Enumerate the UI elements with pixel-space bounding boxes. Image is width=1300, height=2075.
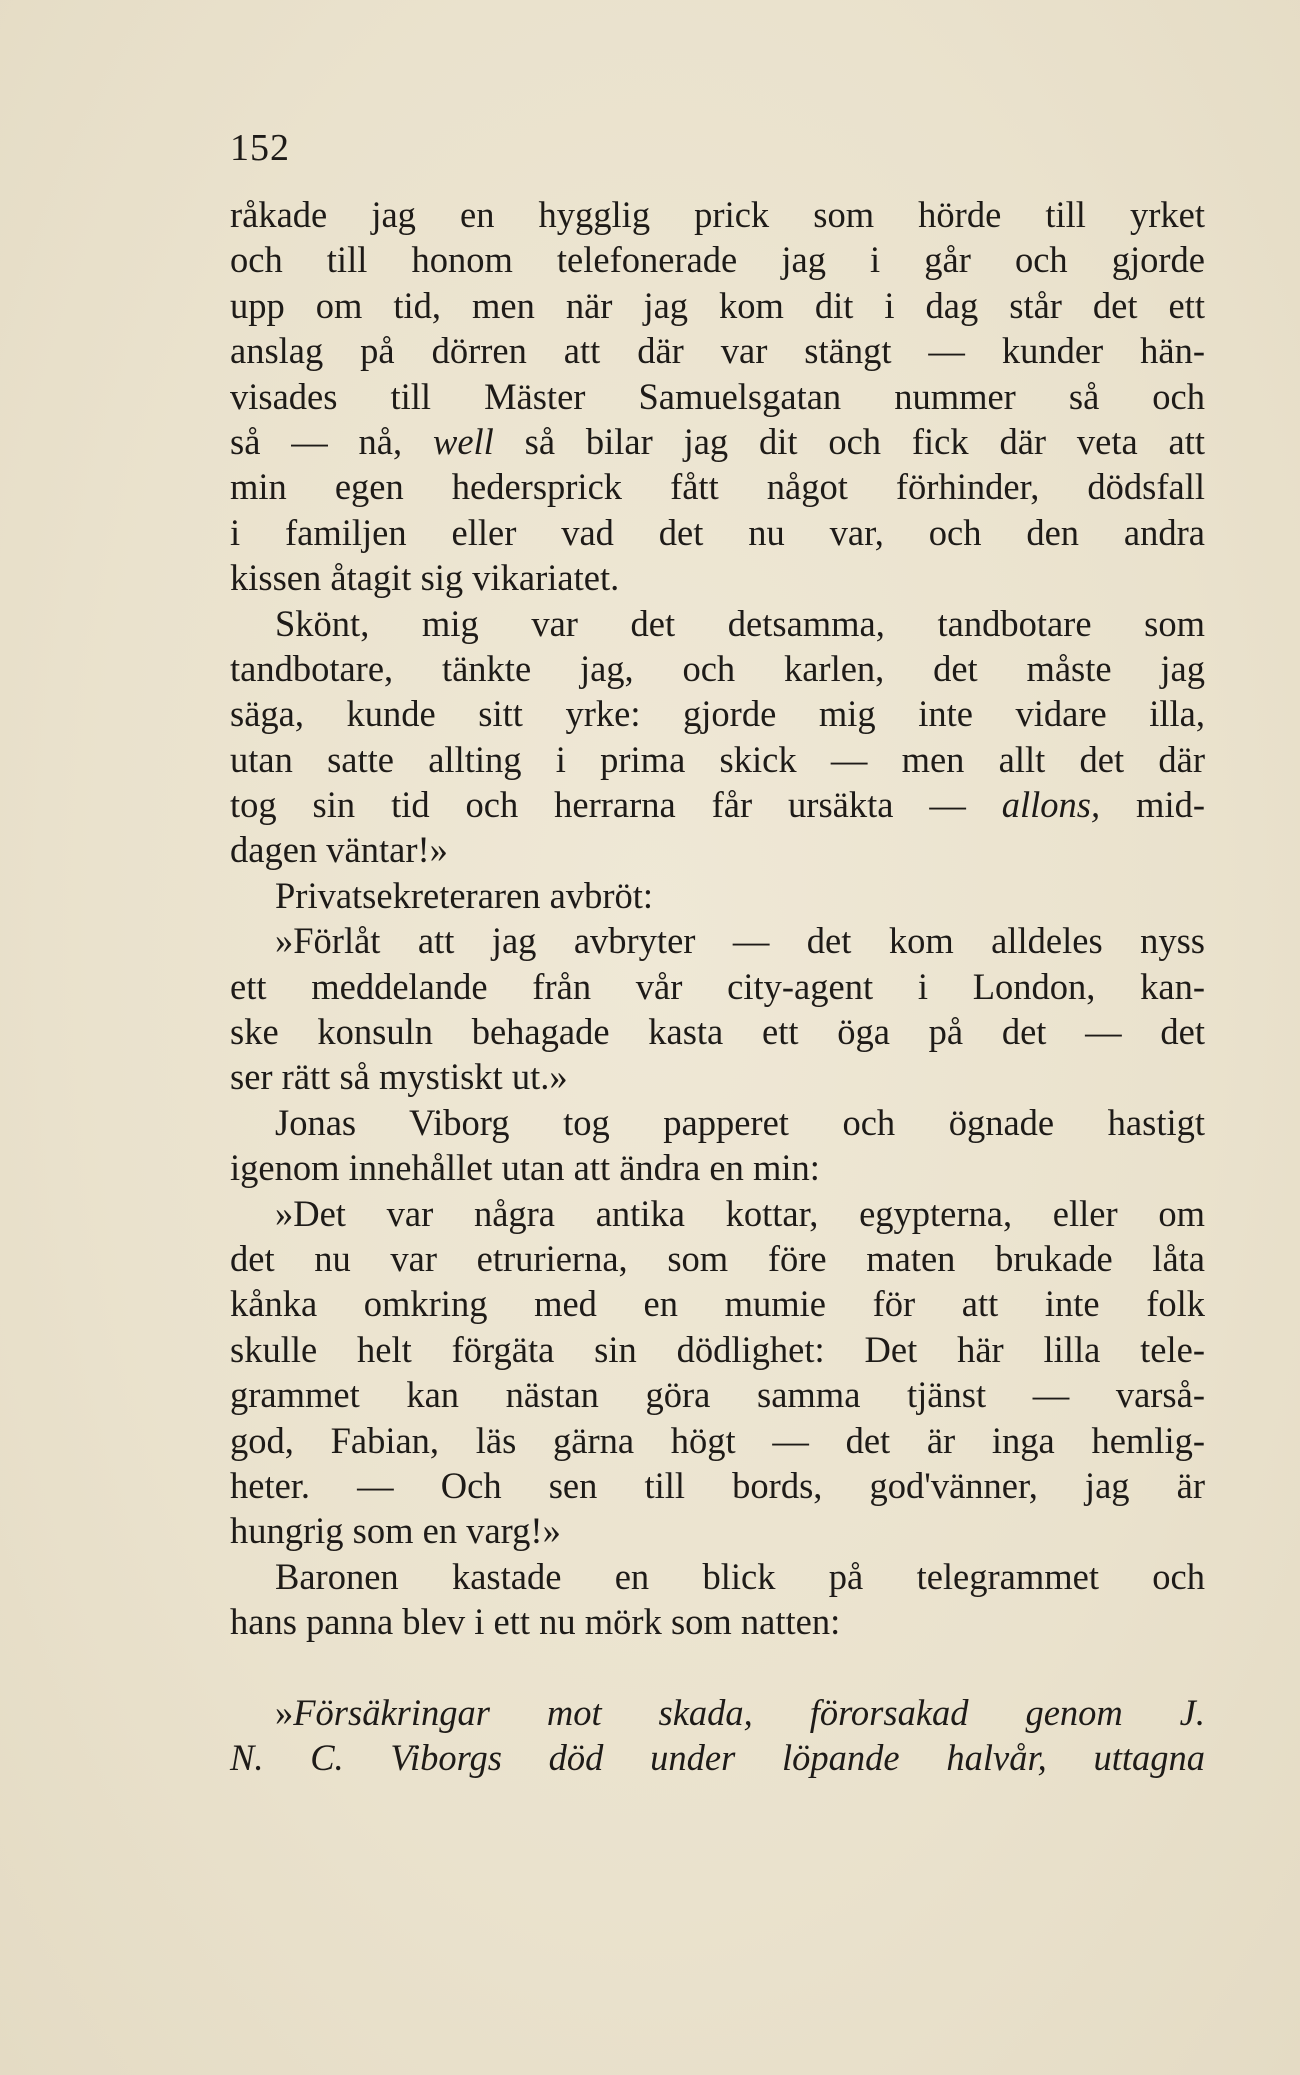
page-number: 152 — [230, 127, 290, 169]
text-line: skulle helt förgäta sin dödlighet: Det här lilla tele- — [230, 1328, 1205, 1370]
text-line: och till honom telefonerade jag i går och gjorde — [230, 239, 1205, 281]
text-line: tog sin tid och herrarna får ursäkta — allons, mid- — [230, 784, 1205, 826]
text-line: Privatsekreteraren avbröt: — [275, 874, 654, 916]
text-line: säga, kunde sitt yrke: gjorde mig inte vidare illa, — [230, 693, 1205, 735]
text-line: ske konsuln behagade kasta ett öga på det — det — [230, 1011, 1205, 1053]
text-line: ett meddelande från vår city-agent i London, kan- — [230, 965, 1205, 1007]
text-line: Jonas Viborg tog papperet och ögnade hastigt — [275, 1101, 1205, 1143]
text-line: god, Fabian, läs gärna högt — det är inga hemlig- — [230, 1419, 1205, 1461]
text-line: Baronen kastade en blick på telegrammet och — [275, 1555, 1205, 1597]
text-line: i familjen eller vad det nu var, och den andra — [230, 511, 1205, 553]
text-line: hans panna blev i ett nu mörk som natten: — [230, 1601, 841, 1643]
text-line: igenom innehållet utan att ändra en min: — [230, 1147, 820, 1189]
text-line: utan satte allting i prima skick — men allt det där — [230, 738, 1205, 780]
text-line: heter. — Och sen till bords, god'vänner, jag är — [230, 1464, 1205, 1506]
text-line: det nu var etrurierna, som före maten brukade låta — [230, 1237, 1205, 1279]
text-line: upp om tid, men när jag kom dit i dag står det ett — [230, 284, 1205, 326]
text-line: »Det var några antika kottar, egypterna, eller om — [275, 1192, 1205, 1234]
text-line: hungrig som en varg!» — [230, 1510, 561, 1552]
text-line: visades till Mäster Samuelsgatan nummer så och — [230, 375, 1205, 417]
text-line: tandbotare, tänkte jag, och karlen, det måste jag — [230, 647, 1205, 689]
text-line: ser rätt så mystiskt ut.» — [230, 1056, 568, 1098]
text-line — [230, 1735, 1205, 1780]
text-line: kånka omkring med en mumie för att inte folk — [230, 1283, 1205, 1325]
italic-text: Försäkringar mot skada, förorsakad genom J. — [293, 1691, 1205, 1733]
line-gap — [230, 1645, 1205, 1690]
text-line: så — nå, well så bilar jag dit och fick där veta att — [230, 420, 1205, 462]
text-line: dagen väntar!» — [230, 829, 448, 871]
text-line: råkade jag en hygglig prick som hörde till yrket — [230, 194, 1205, 235]
italic-text: well — [432, 420, 494, 462]
text-line: grammet kan nästan göra samma tjänst — varså- — [230, 1374, 1205, 1416]
text-line: anslag på dörren att där var stängt — kunder hän- — [230, 330, 1205, 372]
italic-text: allons, — [1001, 784, 1101, 826]
body-text — [230, 192, 1205, 1780]
text-line: »Förlåt att jag avbryter — det kom alldeles nyss — [275, 920, 1205, 962]
text-line: min egen hedersprick fått något förhinder, dödsfall — [230, 466, 1205, 508]
text-line: »Försäkringar mot skada, förorsakad genom J. — [275, 1691, 1205, 1733]
text-line: Skönt, mig var det detsamma, tandbotare som — [275, 602, 1205, 644]
text-line: kissen åtagit sig vikariatet. — [230, 557, 620, 599]
italic-text: N. C. Viborgs död under löpande halvår, uttagna — [230, 1736, 1205, 1778]
